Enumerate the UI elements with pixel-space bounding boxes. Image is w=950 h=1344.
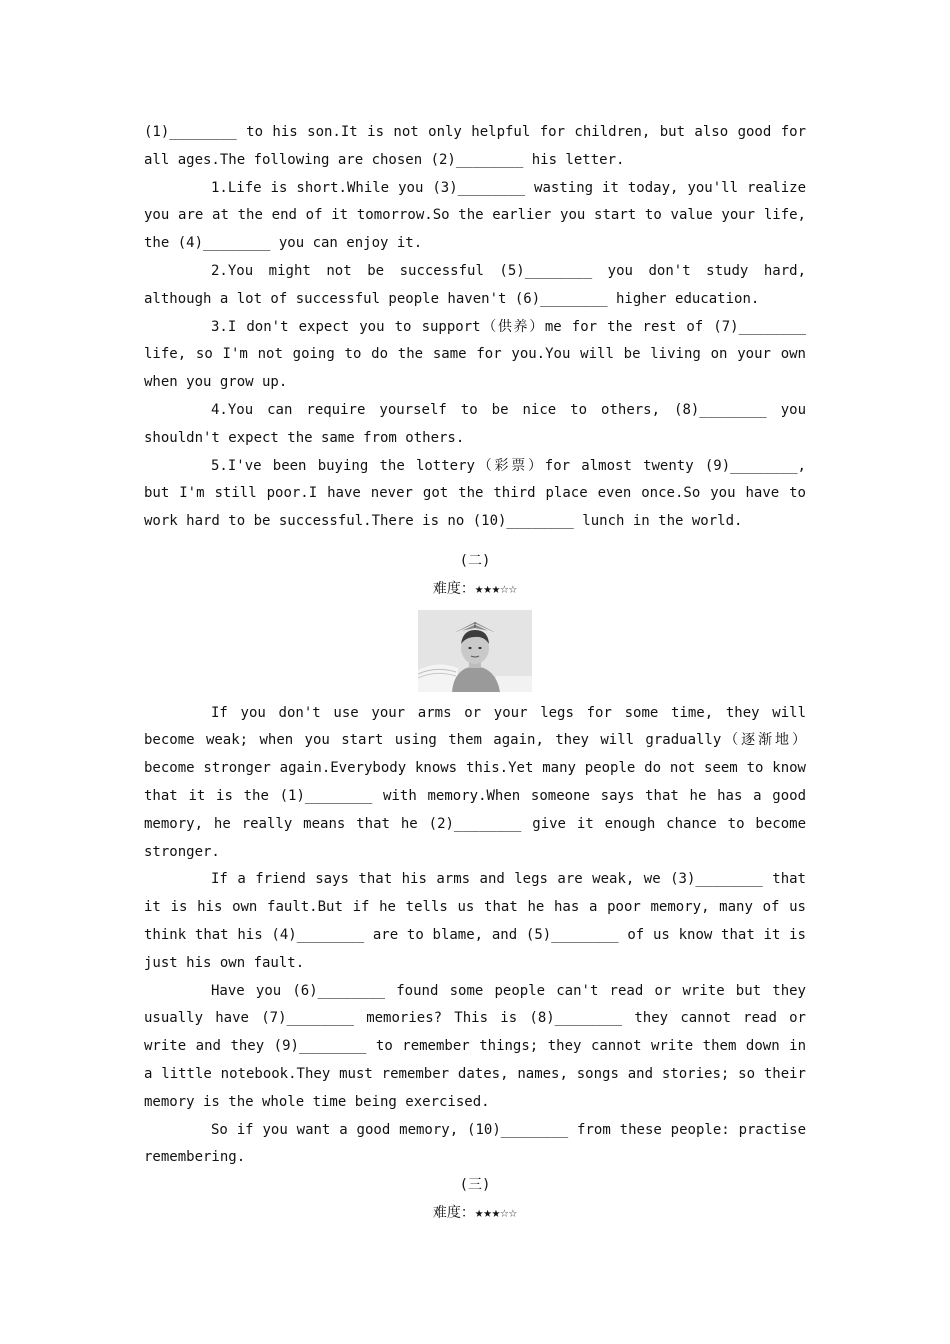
section2-paragraph-2: If a friend says that his arms and legs are weak, we (3)________ that it is his own fault.But if he tells us that he has a poor memory, many of us think that his (4)________ are to blame, and (5)________ of us know that it is just his own fault. bbox=[144, 871, 806, 971]
boy-with-book-illustration bbox=[418, 610, 532, 692]
boy-with-book-photo bbox=[418, 610, 532, 692]
document-page bbox=[144, 119, 806, 1228]
passage1-intro: (1)________ to his son.It is not only helpful for children, but also good for all ages.The following are chosen (2)________ his letter. bbox=[144, 124, 806, 168]
section3-heading: (三) bbox=[459, 1177, 491, 1194]
section2-difficulty: 难度：★★★☆☆ bbox=[432, 580, 518, 597]
section2-heading: (二) bbox=[459, 552, 491, 569]
passage1-item-2: 2.You might not be successful (5)________ you don't study hard, although a lot of successful people haven't (6)________ higher education. bbox=[144, 262, 806, 307]
passage1-item-3: 3.I don't expect you to support（供养）me for the rest of (7)________ life, so I'm not going to do the same for you.You will be living on your own when you grow up. bbox=[144, 318, 806, 391]
passage1-item-1: 1.Life is short.While you (3)________ wasting it today, you'll realize you are at the end of it tomorrow.So the earlier you start to value your life, the (4)________ you can enjoy it. bbox=[144, 179, 806, 252]
section2-paragraph-1: If you don't use your arms or your legs for some time, they will become weak; when you start using them again, they will gradually（逐渐地）become stronger again.Everybody knows this.Yet many people do not seem to know that it is the (1)________ with memory.When someone says that he has a good memory, he really means that he (2)________ give it enough chance to become stronger. bbox=[144, 704, 806, 860]
photo-container bbox=[144, 610, 806, 692]
section3-difficulty: 难度：★★★☆☆ bbox=[432, 1204, 518, 1221]
passage1-item-5: 5.I've been buying the lottery（彩票）for almost twenty (9)________, but I'm still poor.I have never got the third place even once.So you have to work hard to be successful.There is no (10)________ lunch in the world. bbox=[144, 457, 806, 530]
section2-paragraph-3: Have you (6)________ found some people can't read or write but they usually have (7)________ memories? This is (8)________ they cannot read or write and they (9)________ to remember things; they cannot write them down in a little notebook.They must remember dates, names, songs and stories; so their memory is the whole time being exercised. bbox=[144, 982, 806, 1110]
section2-paragraph-4: So if you want a good memory, (10)________ from these people: practise remembering. bbox=[144, 1121, 806, 1166]
passage1-item-4: 4.You can require yourself to be nice to others, (8)________ you shouldn't expect the same from others. bbox=[144, 401, 806, 446]
